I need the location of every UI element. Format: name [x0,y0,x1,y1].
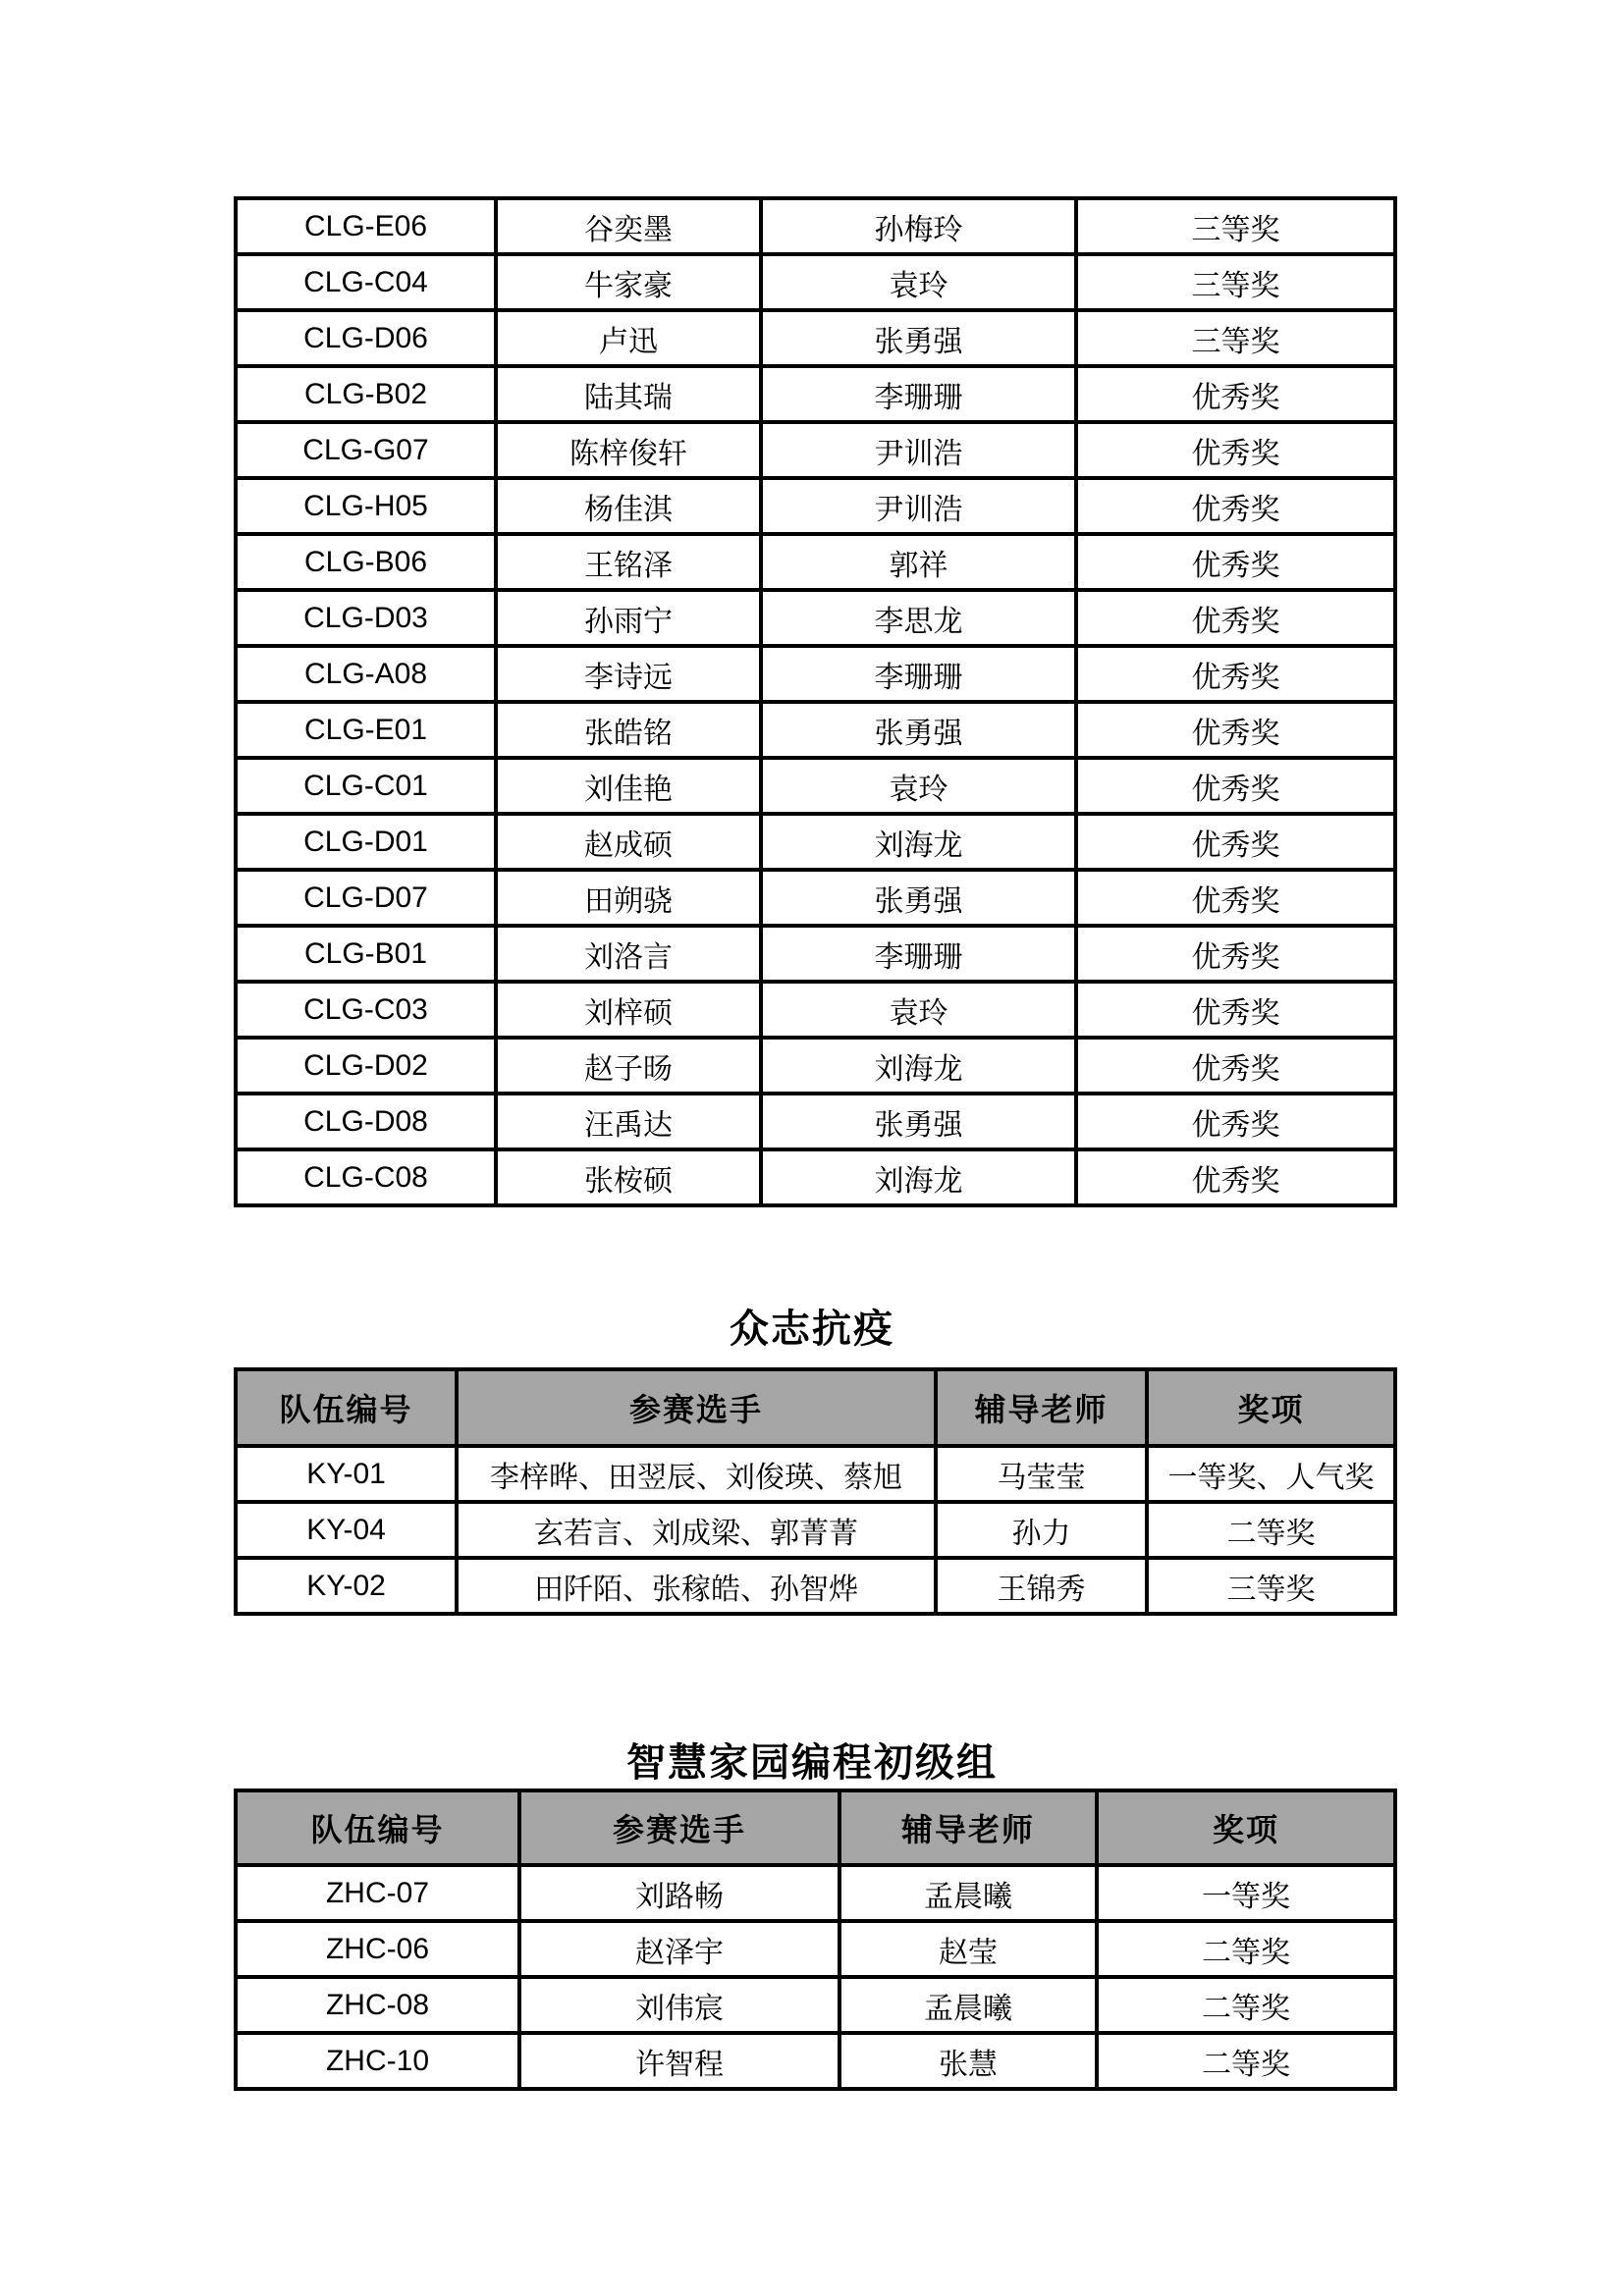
team-code-cell: ZHC-06 [236,1921,519,1977]
table-row [236,1446,1395,1502]
kangyi-results-table [234,1367,1397,1616]
team-code-cell: CLG-C04 [236,254,496,310]
player-cell: 李诗远 [496,646,761,702]
table-row [236,982,1395,1038]
teacher-cell: 尹训浩 [761,422,1076,478]
team-code-cell: KY-02 [236,1558,457,1614]
table-row [236,870,1395,926]
teacher-cell: 袁玲 [761,758,1076,814]
teacher-cell: 孟晨曦 [839,1865,1097,1921]
table-row [236,758,1395,814]
team-code-cell: CLG-D08 [236,1094,496,1149]
award-cell: 一等奖、人气奖 [1147,1446,1395,1502]
player-cell: 孙雨宁 [496,590,761,646]
player-cell: 赵子旸 [496,1038,761,1094]
header-teacher: 辅导老师 [936,1369,1147,1446]
player-cell: 玄若言、刘成梁、郭菁菁 [457,1502,936,1558]
header-teacher: 辅导老师 [839,1790,1097,1865]
table-row [236,478,1395,534]
team-code-cell: CLG-C03 [236,982,496,1038]
teacher-cell: 孙梅玲 [761,198,1076,254]
teacher-cell: 孙力 [936,1502,1147,1558]
award-cell: 三等奖 [1076,198,1395,254]
teacher-cell: 张勇强 [761,310,1076,366]
award-cell: 优秀奖 [1076,926,1395,982]
teacher-cell: 张勇强 [761,702,1076,758]
teacher-cell: 赵莹 [839,1921,1097,1977]
header-players: 参赛选手 [457,1369,936,1446]
team-code-cell: ZHC-10 [236,2033,519,2089]
table-row [236,1921,1395,1977]
teacher-cell: 刘海龙 [761,1149,1076,1205]
table-row [236,590,1395,646]
award-cell: 二等奖 [1097,2033,1395,2089]
player-cell: 刘路畅 [519,1865,839,1921]
award-cell: 优秀奖 [1076,982,1395,1038]
teacher-cell: 李珊珊 [761,926,1076,982]
teacher-cell: 刘海龙 [761,1038,1076,1094]
player-cell: 刘梓硕 [496,982,761,1038]
header-players: 参赛选手 [519,1790,839,1865]
section-title-zhihuijiayuan: 智慧家园编程初级组 [626,1741,998,1785]
team-code-cell: CLG-A08 [236,646,496,702]
team-code-cell: CLG-D02 [236,1038,496,1094]
award-cell: 优秀奖 [1076,534,1395,590]
teacher-cell: 尹训浩 [761,478,1076,534]
player-cell: 李梓晔、田翌辰、刘俊瑛、蔡旭 [457,1446,936,1502]
player-cell: 牛家豪 [496,254,761,310]
team-code-cell: CLG-C08 [236,1149,496,1205]
player-cell: 赵成硕 [496,814,761,870]
player-cell: 汪禹达 [496,1094,761,1149]
teacher-cell: 刘海龙 [761,814,1076,870]
team-code-cell: CLG-D06 [236,310,496,366]
table-row [236,1094,1395,1149]
table-row [236,646,1395,702]
teacher-cell: 王锦秀 [936,1558,1147,1614]
award-cell: 优秀奖 [1076,1149,1395,1205]
header-row [236,1369,1395,1446]
player-cell: 谷奕墨 [496,198,761,254]
team-code-cell: CLG-H05 [236,478,496,534]
player-cell: 陆其瑞 [496,366,761,422]
award-cell: 优秀奖 [1076,870,1395,926]
teacher-cell: 张勇强 [761,870,1076,926]
table-row [236,534,1395,590]
award-cell: 二等奖 [1147,1502,1395,1558]
award-cell: 优秀奖 [1076,646,1395,702]
teacher-cell: 张勇强 [761,1094,1076,1149]
player-cell: 刘伟宸 [519,1977,839,2033]
award-cell: 优秀奖 [1076,758,1395,814]
team-code-cell: KY-01 [236,1446,457,1502]
team-code-cell: CLG-B06 [236,534,496,590]
header-award: 奖项 [1097,1790,1395,1865]
player-cell: 陈梓俊轩 [496,422,761,478]
team-code-cell: CLG-B01 [236,926,496,982]
award-cell: 二等奖 [1097,1977,1395,2033]
team-code-cell: CLG-C01 [236,758,496,814]
player-cell: 卢迅 [496,310,761,366]
player-cell: 刘洛言 [496,926,761,982]
teacher-cell: 郭祥 [761,534,1076,590]
team-code-cell: CLG-G07 [236,422,496,478]
team-code-cell: CLG-D03 [236,590,496,646]
clg-results-table [234,196,1397,1207]
table-row [236,1038,1395,1094]
table-row [236,198,1395,254]
teacher-cell: 袁玲 [761,254,1076,310]
header-team-code: 队伍编号 [236,1369,457,1446]
teacher-cell: 张慧 [839,2033,1097,2089]
award-cell: 二等奖 [1097,1921,1395,1977]
table-row [236,926,1395,982]
teacher-cell: 李珊珊 [761,366,1076,422]
team-code-cell: CLG-E01 [236,702,496,758]
player-cell: 王铭泽 [496,534,761,590]
team-code-cell: CLG-D01 [236,814,496,870]
table-row [236,1149,1395,1205]
award-cell: 优秀奖 [1076,814,1395,870]
award-cell: 三等奖 [1076,310,1395,366]
award-cell: 优秀奖 [1076,1038,1395,1094]
table-row [236,702,1395,758]
teacher-cell: 李珊珊 [761,646,1076,702]
table-row [236,254,1395,310]
team-code-cell: CLG-D07 [236,870,496,926]
header-award: 奖项 [1147,1369,1395,1446]
section-title-zhongzhikangyi: 众志抗疫 [730,1308,894,1351]
award-cell: 三等奖 [1076,254,1395,310]
player-cell: 张皓铭 [496,702,761,758]
player-cell: 张桉硕 [496,1149,761,1205]
table-row [236,1502,1395,1558]
player-cell: 杨佳淇 [496,478,761,534]
teacher-cell: 李思龙 [761,590,1076,646]
teacher-cell: 马莹莹 [936,1446,1147,1502]
player-cell: 刘佳艳 [496,758,761,814]
player-cell: 赵泽宇 [519,1921,839,1977]
table-row [236,814,1395,870]
teacher-cell: 孟晨曦 [839,1977,1097,2033]
player-cell: 田阡陌、张稼皓、孙智烨 [457,1558,936,1614]
teacher-cell: 袁玲 [761,982,1076,1038]
award-cell: 三等奖 [1147,1558,1395,1614]
team-code-cell: CLG-B02 [236,366,496,422]
zhihuijiayuan-results-table [234,1789,1397,2091]
award-cell: 优秀奖 [1076,1094,1395,1149]
table-row [236,310,1395,366]
table-row [236,366,1395,422]
table-row [236,422,1395,478]
header-team-code: 队伍编号 [236,1790,519,1865]
player-cell: 田朔骁 [496,870,761,926]
player-cell: 许智程 [519,2033,839,2089]
table-row [236,1558,1395,1614]
table-row [236,2033,1395,2089]
award-cell: 优秀奖 [1076,366,1395,422]
team-code-cell: ZHC-08 [236,1977,519,2033]
team-code-cell: KY-04 [236,1502,457,1558]
award-cell: 优秀奖 [1076,478,1395,534]
table-row [236,1865,1395,1921]
award-cell: 优秀奖 [1076,422,1395,478]
award-cell: 优秀奖 [1076,702,1395,758]
award-cell: 一等奖 [1097,1865,1395,1921]
award-cell: 优秀奖 [1076,590,1395,646]
team-code-cell: ZHC-07 [236,1865,519,1921]
table-row [236,1977,1395,2033]
header-row [236,1790,1395,1865]
team-code-cell: CLG-E06 [236,198,496,254]
